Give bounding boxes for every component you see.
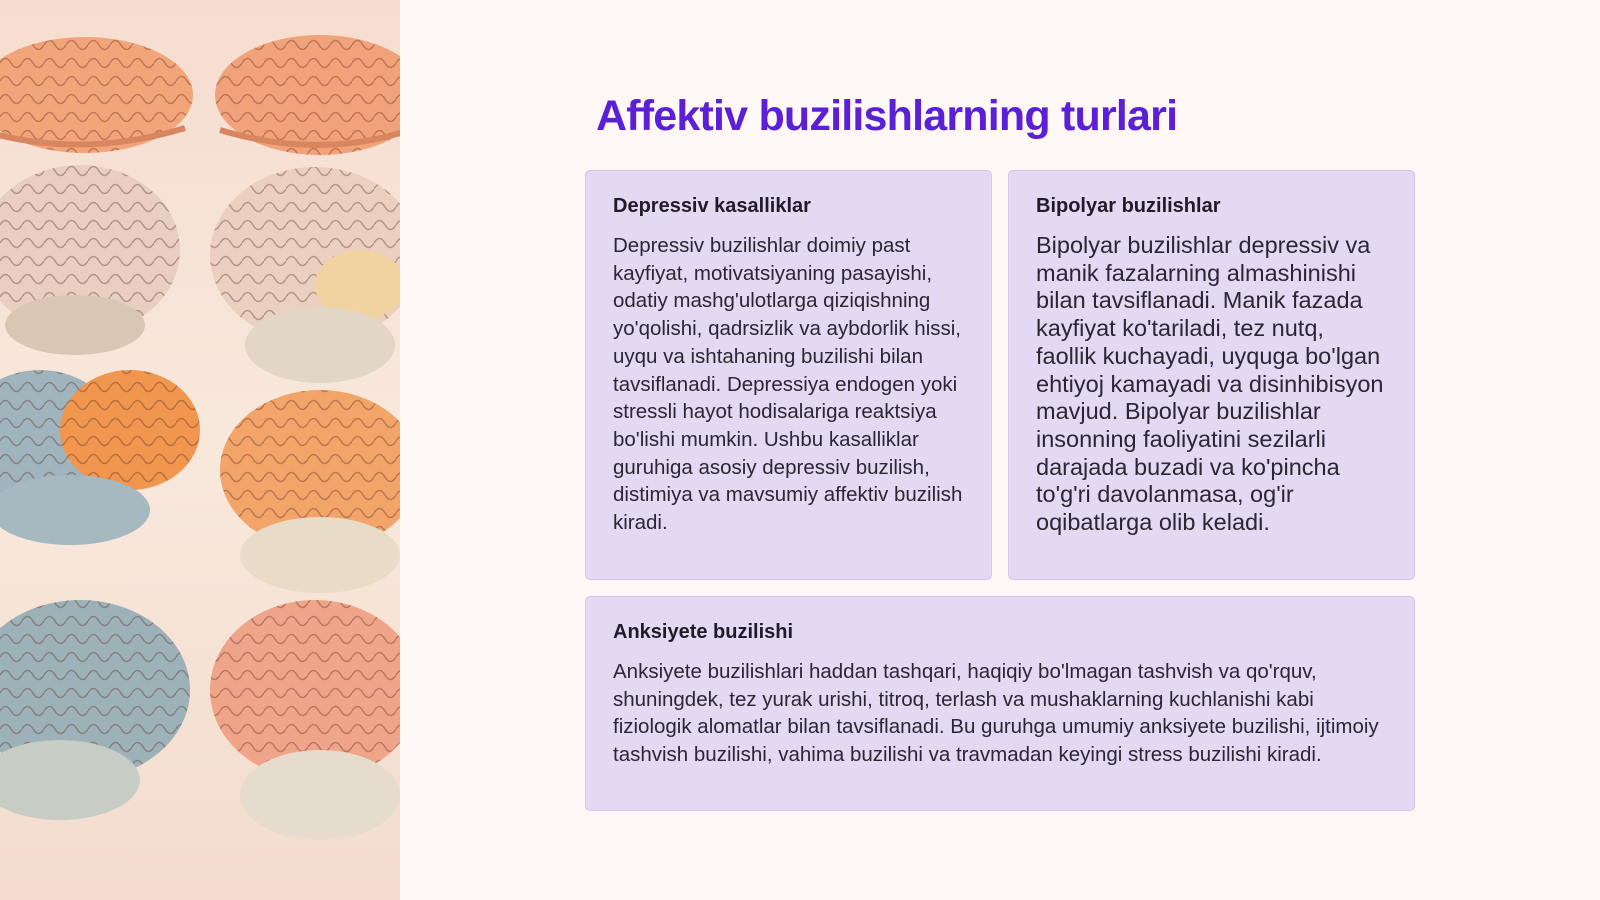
card-depressive-disorders: [585, 170, 992, 580]
card-text: Anksiyete buzilishlari haddan tashqari, haqiqiy bo'lmagan tashvish va qo'rquv, shuningdek, tez yurak urishi, titroq, terlash va mushaklarning kuchlanishi kabi fiziologik alomatlar bilan tavsiflanadi. Bu guruhga umumiy anksiyete buzilishi, ijtimoiy tashvish buzilishi, vahima buzilishi va travmadan keyingi stress buzilishi kiradi.: [613, 660, 1379, 767]
card-heading: Anksiyete buzilishi: [613, 621, 794, 643]
brain-2-left: [0, 165, 180, 355]
brain-3-right: [220, 390, 400, 593]
card-heading: Depressiv kasalliklar: [613, 195, 811, 217]
brain-1-right: [215, 35, 400, 155]
brain-illustration-image: [0, 0, 400, 900]
card-bipolar-disorders: [1008, 170, 1415, 580]
card-heading: Bipolyar buzilishlar: [1036, 195, 1221, 217]
page-title: Affektiv buzilishlarning turlari: [596, 92, 1178, 140]
brain-icon: [0, 0, 400, 900]
brain-1-left: [0, 37, 193, 153]
brain-4-right: [210, 600, 400, 840]
card-text: Depressiv buzilishlar doimiy past kayfiyat, motivatsiyaning pasayishi, odatiy mashg'ulotlarga qiziqishning yo'qolishi, qadrsizlik va aybdorlik hissi, uyqu va ishtahaning buzilishi bilan tavsiflanadi. Depressiya endogen yoki stressli hayot hodisalariga reaktsiya bo'lishi mumkin. Ushbu kasalliklar guruhiga asosiy depressiv buzilish, distimiya va mavsumiy affektiv buzilish kiradi.: [613, 234, 963, 535]
brain-2-right: [210, 167, 400, 383]
card-anxiety-disorder: [585, 596, 1415, 811]
card-text: Bipolyar buzilishlar depressiv va manik fazalarning almashinishi bilan tavsiflanadi. Manik fazada kayfiyat ko'tariladi, tez nutq, faollik kuchayadi, uyquga bo'lgan ehtiyoj kamayadi va disinhibisyon mavjud. Bipolyar buzilishlar insonning faoliyatini sezilarli darajada buzadi va ko'pincha to'g'ri davolanmasa, og'ir oqibatlarga olib keladi.: [1036, 232, 1384, 536]
brain-3-left: [0, 370, 200, 545]
brain-4-left: [0, 600, 190, 820]
